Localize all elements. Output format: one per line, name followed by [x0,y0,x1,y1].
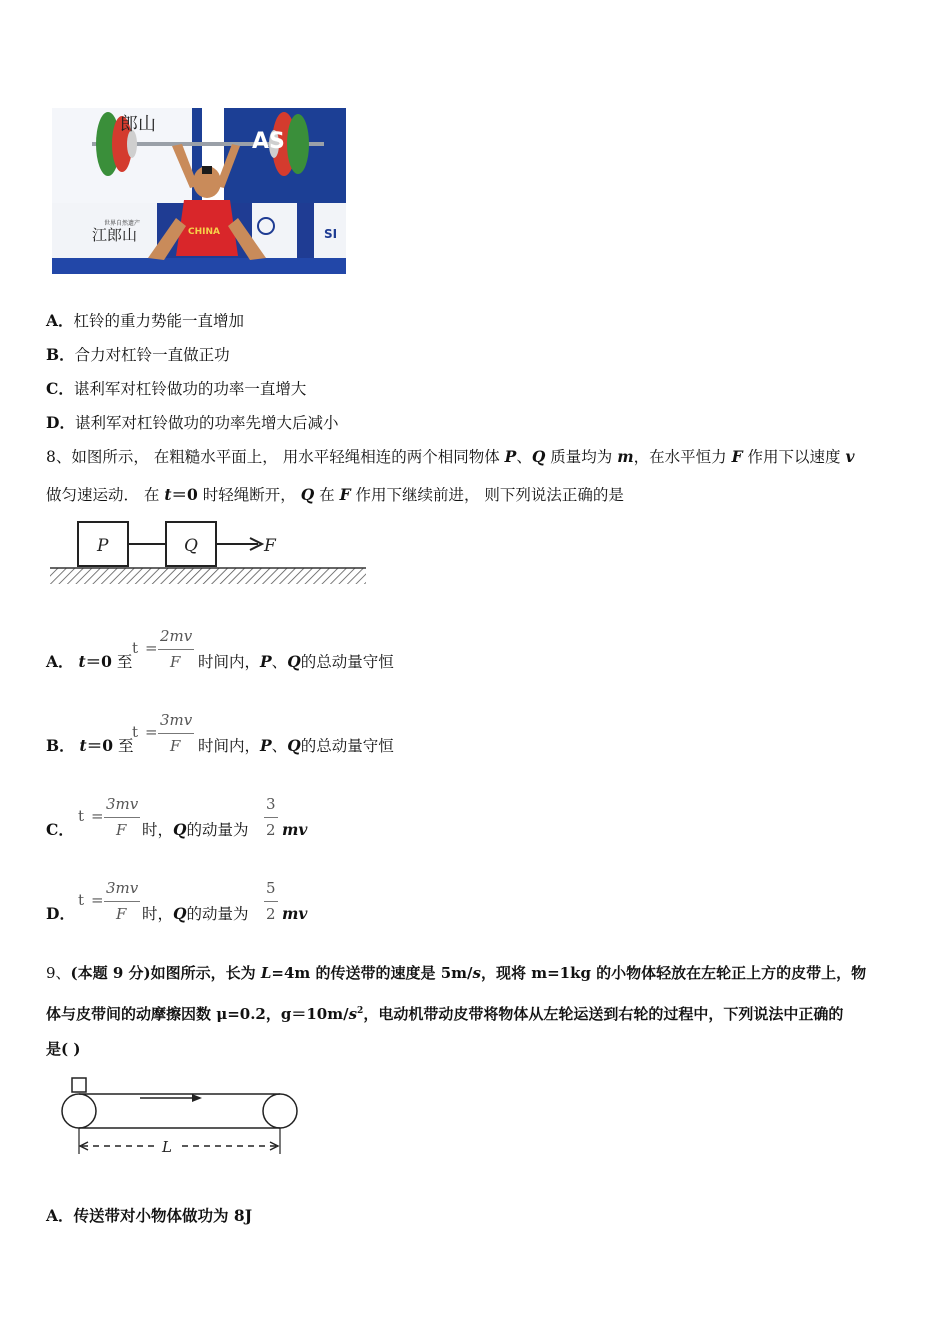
frac-t: t [78,807,85,825]
separator: 、 [271,653,288,671]
stem-text: 如图所示， 在粗糙水平面上， 用水平轻绳相连的两个相同物体 [71,448,505,466]
option-label: A． [46,652,74,671]
option-label: A． [46,1206,74,1225]
frac-den: F [170,653,181,671]
small-logo-caption: 世界自然遗产 [104,220,141,227]
option-label: A． [46,311,74,330]
q8-option-a-tail [198,652,394,672]
q8-option-c-mv [282,820,307,840]
stem-text: 时轻绳断开， [197,486,301,504]
option-label: B． [46,345,75,364]
frac-num: 3 [266,795,276,813]
weightlifter-illustration [52,108,346,274]
option-text: 时间内， [198,653,261,671]
stem-text: ，电动机带动皮带将物体从左轮运送到右轮的过程中，下列说法中正确的 [363,1005,844,1023]
var-s: s [472,964,481,982]
option-text: 传送带对小物体做功为 8J [73,1206,253,1225]
weightlifter-photo [52,108,346,274]
conveyor-figure [56,1074,306,1158]
option-text: 时间内， [198,737,261,755]
blocks-figure [50,516,368,588]
q8-option-d-tail [142,904,249,924]
var-mv: mv [282,904,308,923]
question-number: 8、 [46,448,72,466]
side-logo-text: SI [324,227,338,241]
q8-option-d [46,904,75,924]
frac-den: 2 [266,905,276,923]
var-mv: mv [282,820,308,839]
var-q: Q [173,904,187,923]
var-q: Q [300,485,315,504]
frac-t: t [132,639,139,657]
shirt-text: CHINA [188,227,220,237]
equals-zero: ＝0 [85,652,112,671]
option-label: C． [46,820,74,839]
var-q: Q [287,652,301,671]
frac-den: F [116,905,127,923]
separator: 、 [516,448,532,466]
frac-num: 3mv [160,711,193,729]
var-q: Q [173,820,187,839]
var-q: Q [287,736,301,755]
q7-option-a [46,311,244,331]
q8-stem-line2 [46,485,624,505]
logo-text-top: 郎山 [120,114,156,135]
q8-option-b [46,736,133,756]
var-p: P [504,447,517,466]
stem-text: (本题 9 分)如图所示，长为 [70,964,261,982]
q8-option-c [46,820,74,840]
q9-stem-line2 [46,1001,843,1024]
block-p-label: P [97,536,109,556]
fraction-3mv-over-f [78,793,142,843]
stem-text: =4m 的传送带的速度是 5m/ [271,964,473,982]
conveyor-diagram [56,1074,306,1158]
option-text: 合力对杠铃一直做正功 [74,346,230,364]
var-p: P [260,652,272,671]
stem-text: 在 [314,486,340,504]
var-f: F [339,485,351,504]
fraction-3-over-2 [264,793,280,843]
fraction-3mv-over-f [132,709,196,759]
frac-num: 3mv [106,879,139,897]
var-s: s [348,1005,358,1023]
stem-text: 作用下继续前进， 则下列说法正确的是 [350,486,624,504]
stem-text: ，在水平恒力 [633,448,732,466]
fraction-2mv-over-f [132,625,196,675]
var-f: F [731,447,743,466]
q8-option-b-tail [198,736,394,756]
var-t: t [79,736,87,755]
option-text: 的总动量守恒 [300,737,394,755]
var-t: t [78,652,86,671]
stem-text: ，现将 m=1kg 的小物体轻放在左轮正上方的皮带上，物 [480,964,867,982]
q8-option-a [46,652,132,672]
q8-stem-line1 [46,447,854,467]
logo-text-mid: 江郎山 [92,226,138,244]
length-label: L [162,1138,172,1156]
frac-eq: = [145,723,158,741]
frac-eq: = [91,807,104,825]
option-text: 谌利军对杠铃做功的功率一直增大 [73,380,307,398]
option-text: 谌利军对杠铃做功的功率先增大后减小 [74,414,339,432]
frac-den: F [170,737,181,755]
q8-diagram [50,516,368,588]
sponsor-text: AS [252,129,285,154]
q9-stem-line3 [46,1039,80,1059]
q9-option-a [46,1206,252,1226]
fraction-3mv-over-f [78,877,142,927]
option-text: 的动量为 [186,821,249,839]
question-number: 9、 [46,964,71,982]
frac-den: F [116,821,127,839]
q7-option-b [46,345,230,365]
option-label: D． [46,413,75,432]
frac-t: t [78,891,85,909]
separator: 、 [271,737,288,755]
var-p: P [260,736,272,755]
fraction-5-over-2 [264,877,280,927]
equals-zero: ＝0 [86,736,114,755]
frac-num: 3mv [106,795,139,813]
option-text: 杠铃的重力势能一直增加 [73,312,245,330]
option-label: B． [46,736,75,755]
q7-option-c [46,379,306,399]
stem-text: 做匀速运动． 在 [46,486,165,504]
frac-den: 2 [266,821,276,839]
text-zhi: 至 [116,653,133,671]
stem-text: 体与皮带间的动摩擦因数 μ=0.2，g＝10m/ [46,1005,349,1023]
frac-t: t [132,723,139,741]
force-f-label: F [264,536,276,556]
q8-option-d-mv [282,904,307,924]
stem-text: 是( ) [46,1040,81,1058]
frac-eq: = [145,639,158,657]
frac-num: 5 [266,879,276,897]
var-l: L [260,964,272,982]
stem-text: 作用下以速度 [742,448,846,466]
option-text: 时， [142,821,174,839]
var-v: v [845,447,855,466]
option-text: 的总动量守恒 [300,653,394,671]
option-text: 的动量为 [186,905,249,923]
option-label: C． [46,379,74,398]
block-q-label: Q [184,536,198,556]
text-zhi: 至 [117,737,134,755]
q8-option-c-tail [142,820,249,840]
superscript: 2 [357,1006,364,1016]
q9-stem-line1 [46,963,866,983]
option-label: D． [46,904,75,923]
option-text: 时， [142,905,174,923]
q7-option-d [46,413,338,433]
stem-text: 质量均为 [545,448,618,466]
frac-num: 2mv [160,627,193,645]
var-q: Q [531,447,546,466]
var-t: t [164,485,172,504]
var-m: m [617,447,634,466]
equals-zero: ＝0 [171,485,198,504]
frac-eq: = [91,891,104,909]
